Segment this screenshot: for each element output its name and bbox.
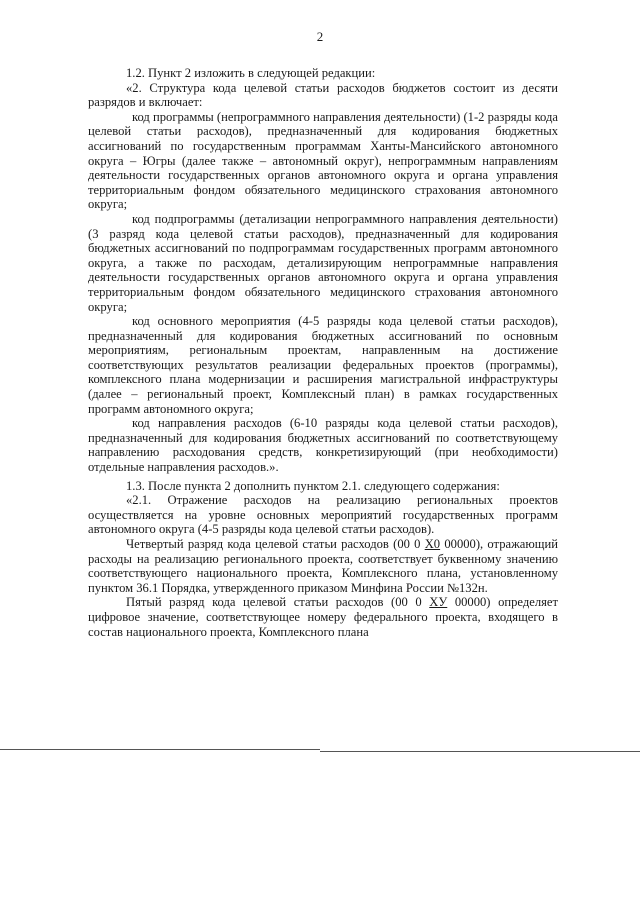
fourth-digit-text-end: 00000), отражающий расходы на реализацию регионального проекта, соответствует буквенному значению соответствующего национального проекта, Комплексного плана, установленному пунктом 36.1 Порядка, утвержденного приказом Минфина России №132н.: [88, 537, 558, 595]
fifth-digit-text-start: Пятый разряд кода целевой статьи расходов (00 0: [126, 595, 430, 610]
paragraph-fourth-digit: [88, 537, 558, 595]
paragraph-subprogram-code: код подпрограммы (детализации непрограммного направления деятельности) (3 разряд кода целевой статьи расходов), предназначенный для кодирования бюджетных ассигнований по подпрограммам государственных программ автономного округа, а также по расходам, детализирующим непрограммные направления деятельности государственных органов автономного округа и органа управления территориальным фондом обязательного медицинского страхования автономного округа;: [88, 211, 558, 314]
paragraph-fifth-digit: [88, 595, 558, 639]
scan-divider-line: [320, 751, 640, 752]
fourth-digit-code: Х0: [424, 537, 441, 551]
fifth-digit-text-end: 00000) определяет цифровое значение, соответствующее номеру федерального проекта, входящего в состав национального проекта, Комплексного плана: [88, 595, 558, 639]
document-body: [88, 66, 558, 639]
paragraph-expense-direction-code: код направления расходов (6-10 разряды кода целевой статьи расходов), предназначенный для кодирования бюджетных ассигнований по соответствующему направлению расходования средств, конкретизирующий (при необходимости) отдельные направления расходов.».: [88, 416, 558, 475]
fifth-digit-code: ХУ: [429, 595, 448, 610]
paragraph-item-1-2: 1.2. Пункт 2 изложить в следующей редакции:: [126, 66, 376, 80]
paragraph-item-2-1: «2.1. Отражение расходов на реализацию региональных проектов осуществляется на уровне основных мероприятий государственных программ автономного округа (4-5 разряды кода целевой статьи расходов).: [88, 493, 558, 537]
page-number: 2: [316, 29, 324, 44]
paragraph-structure-intro: «2. Структура кода целевой статьи расходов бюджетов состоит из десяти разрядов и включает:: [88, 80, 558, 110]
paragraph-item-1-3: 1.3. После пункта 2 дополнить пунктом 2.1. следующего содержания:: [126, 478, 500, 493]
paragraph-main-activity-code: код основного мероприятия (4-5 разряды кода целевой статьи расходов), предназначенный для кодирования бюджетных ассигнований по основным мероприятиям, региональным проектам, направленным на достижение соответствующих результатов реализации федеральных проектов (программы), комплексного плана модернизации и расширения магистральной инфраструктуры (далее – региональный проект, Комплексный план) в рамках государственных программ автономного округа;: [88, 314, 558, 416]
fourth-digit-text-start: Четвертый разряд кода целевой статьи расходов (00 0: [126, 537, 425, 551]
paragraph-program-code: код программы (непрограммного направления деятельности) (1-2 разряды кода целевой статьи расходов), предназначенный для кодирования бюджетных ассигнований по государственным программам Ханты-Мансийского автономного округа – Югры (далее также – автономный округ), непрограммным направлениям деятельности государственных органов автономного округа и органа управления территориальным фондом обязательного медицинского страхования автономного округа;: [88, 109, 558, 212]
scan-divider-line: [0, 749, 320, 750]
